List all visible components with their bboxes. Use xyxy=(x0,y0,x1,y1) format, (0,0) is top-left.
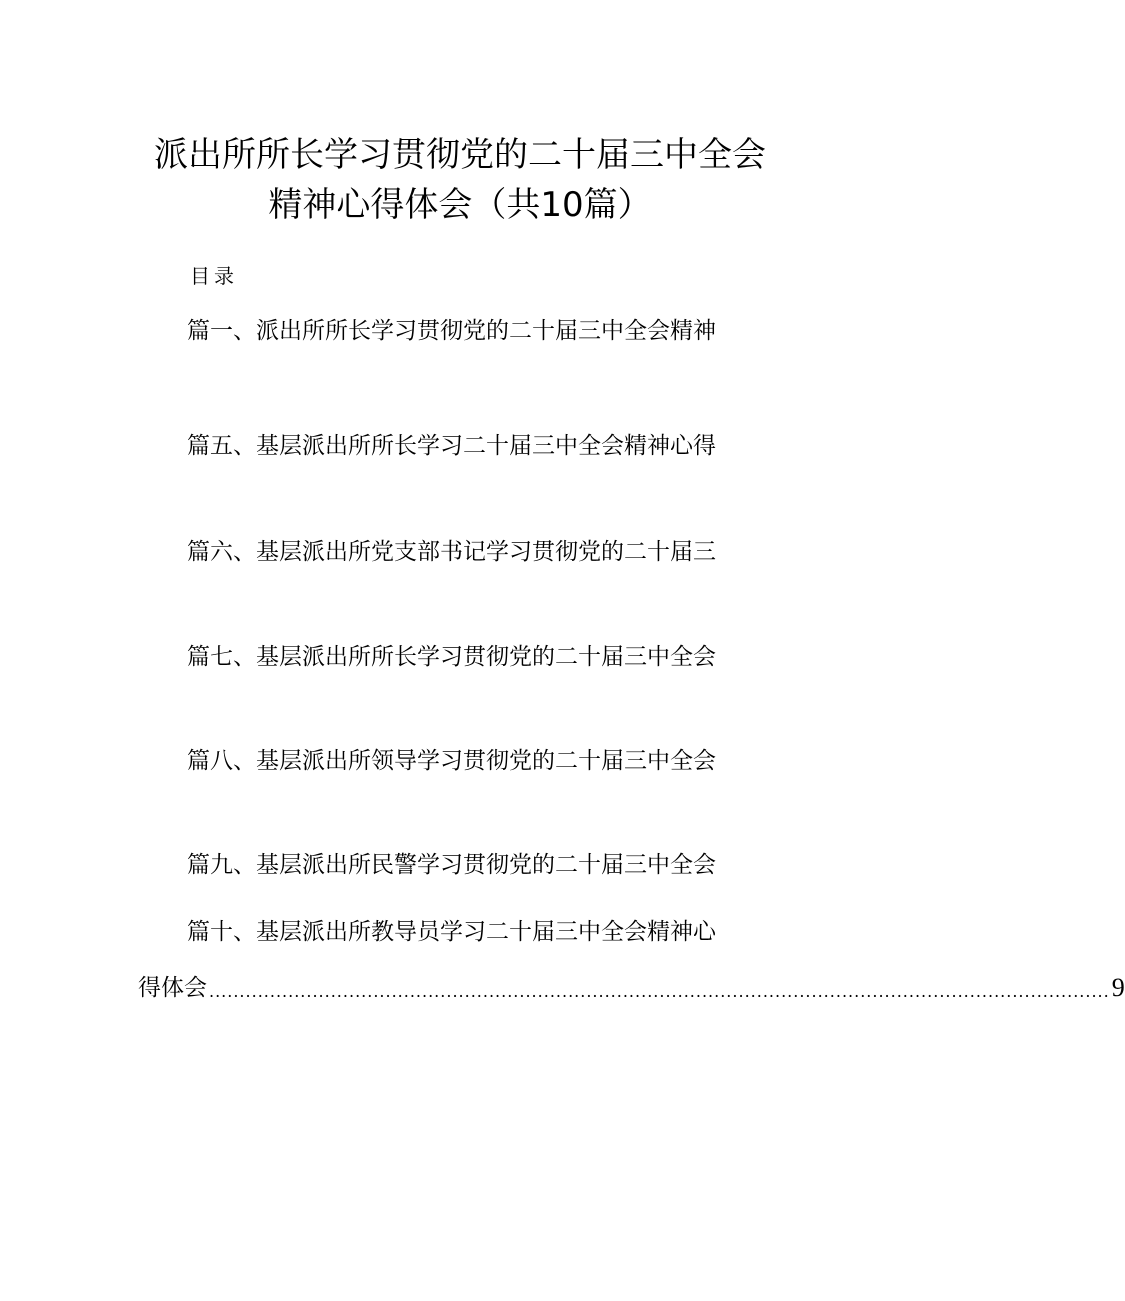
toc-entry-10-tail-text: 得体会 xyxy=(138,975,207,1001)
toc-heading: 目录 xyxy=(190,264,238,288)
toc-leader-dots: .................................................................................................................................................... xyxy=(209,982,1110,1001)
document-title-line-2: 精神心得体会（共10篇） xyxy=(268,185,652,225)
document-title-line-1: 派出所所长学习贯彻党的二十届三中全会 xyxy=(154,135,766,175)
toc-entry-1: 篇一、派出所所长学习贯彻党的二十届三中全会精神 xyxy=(187,318,716,344)
toc-entry-10: 篇十、基层派出所教导员学习二十届三中全会精神心 xyxy=(187,919,716,945)
toc-entry-6: 篇六、基层派出所党支部书记学习贯彻党的二十届三 xyxy=(187,539,716,565)
toc-entry-10-continuation xyxy=(138,973,1125,1003)
toc-entry-7: 篇七、基层派出所所长学习贯彻党的二十届三中全会 xyxy=(187,644,716,670)
toc-page-number: 9 xyxy=(1111,973,1125,1002)
toc-entry-5: 篇五、基层派出所所长学习二十届三中全会精神心得 xyxy=(187,433,716,459)
toc-entry-8: 篇八、基层派出所领导学习贯彻党的二十届三中全会 xyxy=(187,748,716,774)
toc-entry-9: 篇九、基层派出所民警学习贯彻党的二十届三中全会 xyxy=(187,852,716,878)
